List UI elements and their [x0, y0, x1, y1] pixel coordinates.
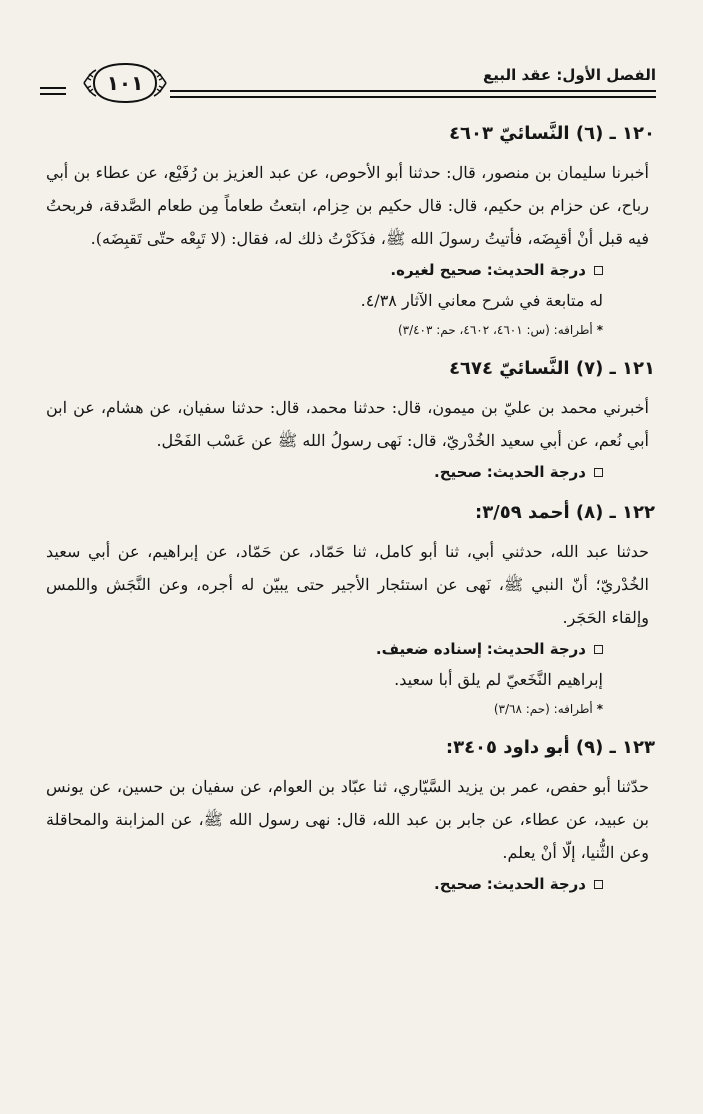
header-rule [170, 90, 656, 92]
hadith-entry [46, 499, 655, 722]
grade-label: درجة الحديث: [486, 640, 586, 658]
square-bullet-icon [594, 468, 603, 477]
hadith-note: إبراهيم النَّخَعيّ لم يلق أبا سعيد. [394, 670, 603, 689]
page-content [46, 120, 655, 911]
grade-label: درجة الحديث: [486, 261, 586, 279]
header-rule [40, 93, 66, 95]
header-rule [40, 87, 66, 89]
page-number: ١٠١ [106, 71, 144, 95]
grade-value: صحيح. [434, 875, 482, 893]
atraf-text: أطرافه: (حم: ٣/٦٨) [493, 702, 593, 716]
asterisk-icon: * [596, 323, 603, 337]
grade-label: درجة الحديث: [486, 463, 586, 481]
page-number-ornament [80, 60, 170, 106]
chapter-title: الفصل الأول: عقد البيع [482, 66, 656, 84]
hadith-entry [46, 355, 655, 487]
grade-value: إسناده ضعيف. [375, 640, 482, 658]
hadith-heading: ١٢٢ ـ (٨) أحمد ٣/٥٩: [474, 502, 655, 523]
hadith-heading: ١٢٠ ـ (٦) النَّسائيّ ٤٦٠٣ [449, 123, 655, 144]
hadith-entry [46, 120, 655, 343]
hadith-heading: ١٢١ ـ (٧) النَّسائيّ ٤٦٧٤ [449, 358, 655, 379]
hadith-atraf [46, 696, 603, 722]
hadith-grade [46, 869, 603, 899]
header-rule [170, 96, 656, 98]
square-bullet-icon [594, 266, 603, 275]
hadith-heading: ١٢٣ ـ (٩) أبو داود ٣٤٠٥: [445, 737, 655, 758]
hadith-grade [46, 634, 603, 664]
hadith-text: أخبرنا سليمان بن منصور، قال: حدثنا أبو الأحوص، عن عبد العزيز بن رُفَيْع، عن عطاء بن أبي رباح، عن حزام بن حكيم، قال: قال حكيم بن حِزام، ابتعتُ طعاماً مِن طعام الصَّدقة، فربحتُ فيه قبل أنْ أقبِضَه، فأتيتُ رسولَ الله ﷺ، فذَكَرْتُ ذلك له، فقال: (لا تَبِعْه حتّى تَقبِضَه). [46, 163, 649, 248]
hadith-grade [46, 457, 603, 487]
hadith-atraf [46, 317, 603, 343]
hadith-text: أخبرني محمد بن عليّ بن ميمون، قال: حدثنا محمد، قال: حدثنا سفيان، عن هشام، عن ابن أبي نُعم، عن أبي سعيد الخُدْريّ، قال: نَهى رسولُ الله ﷺ عن عَسْب الفَحْل. [46, 398, 649, 450]
square-bullet-icon [594, 880, 603, 889]
atraf-text: أطرافه: (س: ٤٦٠١، ٤٦٠٢، حم: ٣/٤٠٣) [397, 323, 593, 337]
hadith-grade [46, 255, 603, 285]
grade-label: درجة الحديث: [486, 875, 586, 893]
hadith-entry [46, 734, 655, 899]
grade-value: صحيح. [434, 463, 482, 481]
grade-value: صحيح لغيره. [390, 261, 482, 279]
hadith-text: حدثنا عبد الله، حدثني أبي، ثنا أبو كامل، ثنا حَمّاد، عن حَمّاد، عن إبراهيم، عن أبي سعيد الخُدْريّ؛ أنّ النبي ﷺ، نَهى عن استئجار الأجير حتى يبيّن له أجره، وعن النَّجَش واللمس وإلقاء الحَجَر. [46, 542, 649, 627]
hadith-note: له متابعة في شرح معاني الآثار ٤/٣٨. [360, 291, 603, 310]
square-bullet-icon [594, 645, 603, 654]
hadith-text: حدّثنا أبو حفص، عمر بن يزيد السَّيّاري، ثنا عبّاد بن العوام، عن سفيان بن حسين، عن يونس بن عبيد، عن عطاء، عن جابر بن عبد الله، قال: نهى رسول الله ﷺ، عن المزابنة والمحاقلة وعن الثُّنيا، إلّا أنْ يعلم. [46, 777, 649, 862]
page-header [40, 56, 656, 108]
asterisk-icon: * [596, 702, 603, 716]
